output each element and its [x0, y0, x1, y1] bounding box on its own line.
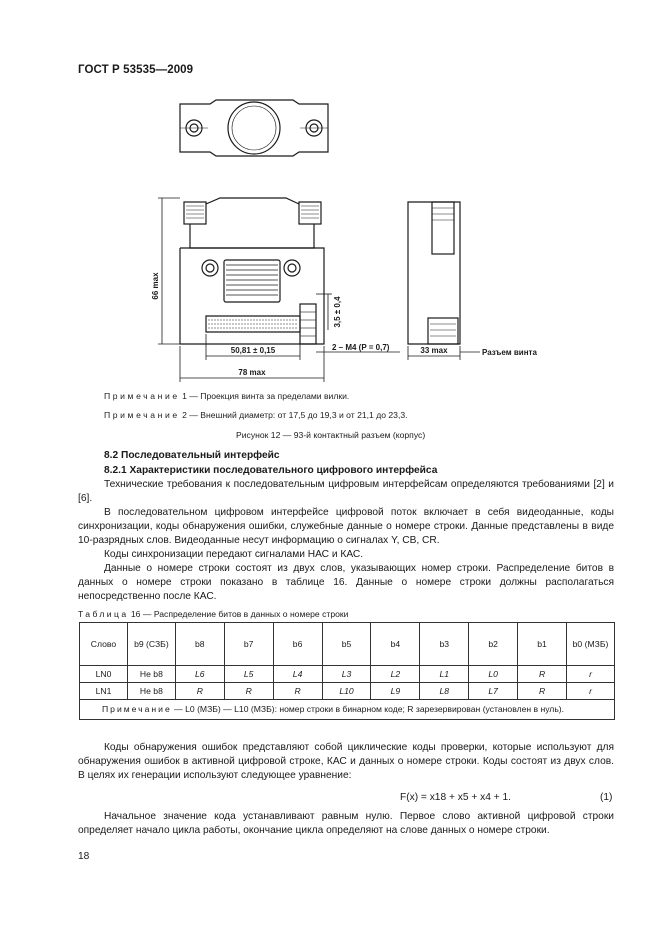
- table-cell: R: [518, 683, 567, 700]
- table-cell: L4: [273, 666, 322, 683]
- note-1-prefix: Примечание: [104, 391, 180, 401]
- table-header-cell: b3: [420, 623, 469, 666]
- table-cell: LN0: [80, 666, 128, 683]
- paragraph-4: Данные о номере строки состоят из двух слов, указывающих номер строки. Распределение битов в данных о номере строки показано в таблице 16. Данные о номере строки должны располагаться непосредственно после КАС.: [78, 563, 614, 602]
- table-header-cell: b7: [224, 623, 273, 666]
- table-note: [80, 700, 615, 720]
- figure-note-2: [104, 410, 408, 420]
- section-heading-8-2-1: 8.2.1 Характеристики последовательного цифрового интерфейса: [104, 465, 438, 476]
- table-cell: L2: [371, 666, 420, 683]
- side-view: [408, 202, 460, 344]
- table-cell: L3: [322, 666, 371, 683]
- table-cell: L1: [420, 666, 469, 683]
- equation: F(x) = x18 + x5 + x4 + 1.: [400, 792, 511, 803]
- top-view: [180, 100, 328, 156]
- figure-note-1: [104, 391, 349, 401]
- bit-distribution-table: [79, 622, 615, 720]
- figure-caption: Рисунок 12 — 93-й контактный разъем (корпус): [236, 430, 426, 440]
- dim-depth-label: 33 max: [420, 346, 448, 355]
- table-note-prefix: Примечание: [102, 704, 172, 714]
- table-cell: R: [273, 683, 322, 700]
- table-header-cell: Слово: [80, 623, 128, 666]
- table-cell: R: [175, 683, 224, 700]
- table-cell: L5: [224, 666, 273, 683]
- note-1-text: 1 — Проекция винта за пределами вилки.: [182, 391, 350, 401]
- table-header-cell: b1: [518, 623, 567, 666]
- table-cell: L7: [469, 683, 518, 700]
- table-cell: R: [518, 666, 567, 683]
- note-2-text: 2 — Внешний диаметр: от 17,5 до 19,3 и от 21,1 до 23,3.: [182, 410, 408, 420]
- table-header-cell: b6: [273, 623, 322, 666]
- paragraph-1: Технические требования к последовательным цифровым интерфейсам определяются требованиями [2] и [6].: [78, 479, 614, 504]
- table-header-cell: b8: [175, 623, 224, 666]
- note-2-prefix: Примечание: [104, 410, 180, 420]
- screw-label: Разъем винта: [482, 348, 537, 357]
- page-number: 18: [78, 851, 90, 862]
- table-cell: L8: [420, 683, 469, 700]
- table-cell: L0: [469, 666, 518, 683]
- table-cell: L6: [175, 666, 224, 683]
- document-header: ГОСТ Р 53535—2009: [78, 64, 194, 76]
- equation-number: (1): [600, 792, 613, 803]
- table-header-cell: b9 (СЗБ): [127, 623, 175, 666]
- table-cell: LN1: [80, 683, 128, 700]
- paragraph-3: Коды синхронизации передают сигналами НАС и КАС.: [104, 549, 364, 560]
- table-cell: L10: [322, 683, 371, 700]
- table-note-row: [80, 700, 615, 720]
- section-heading-8-2: 8.2 Последовательный интерфейс: [104, 450, 280, 461]
- table-caption-prefix: Таблица: [78, 609, 129, 619]
- paragraph-5: Коды обнаружения ошибок представляют собой циклические коды проверки, которые используют для обнаружения ошибок в активной цифровой строке, КАС и данных о номере строки. Коды состоят из двух слов. В целях их генерации используют следующее уравнение:: [78, 742, 614, 781]
- table-header-cell: b4: [371, 623, 420, 666]
- table-row: [80, 683, 615, 700]
- table-row: [80, 666, 615, 683]
- dim-pitch-label: 50,81 ± 0,15: [230, 346, 276, 355]
- front-view: [180, 198, 324, 344]
- table-cell: R: [224, 683, 273, 700]
- table-cell: r: [567, 666, 615, 683]
- connector-drawing: [150, 90, 590, 390]
- table-cell: L9: [371, 683, 420, 700]
- table-header-cell: b2: [469, 623, 518, 666]
- dim-thread-label: 2 – M4 (P = 0,7): [332, 343, 390, 352]
- table-cell: Не b8: [127, 666, 175, 683]
- dim-height-label: 66 max: [151, 272, 160, 300]
- table-header-cell: b5: [322, 623, 371, 666]
- paragraph-6: Начальное значение кода устанавливают равным нулю. Первое слово активной цифровой строки определяет начало цикла работы, окончание цикла определяют на слове данных о номере строки.: [78, 811, 614, 836]
- dim-screw-label: 3,5 ± 0,4: [333, 296, 342, 328]
- table-header-row: [80, 623, 615, 666]
- table-cell: Не b8: [127, 683, 175, 700]
- table-header-cell: b0 (МЗБ): [567, 623, 615, 666]
- paragraph-2: В последовательном цифровом интерфейсе цифровой поток включает в себя видеоданные, коды синхронизации, коды обнаружения ошибки, служебные данные о номере строки. Данные представлены в виде 10-разрядных слов. Видеоданные несут информацию о сигналах Y, CB, CR.: [78, 507, 614, 546]
- table-caption: [78, 609, 348, 619]
- table-cell: r: [567, 683, 615, 700]
- dim-width-label: 78 max: [238, 368, 266, 377]
- table-caption-text: 16 — Распределение битов в данных о номере строки: [130, 609, 349, 619]
- table-note-text: — L0 (МЗБ) — L10 (МЗБ): номер строки в бинарном коде; R зарезервирован (установлен в нуль).: [174, 704, 565, 714]
